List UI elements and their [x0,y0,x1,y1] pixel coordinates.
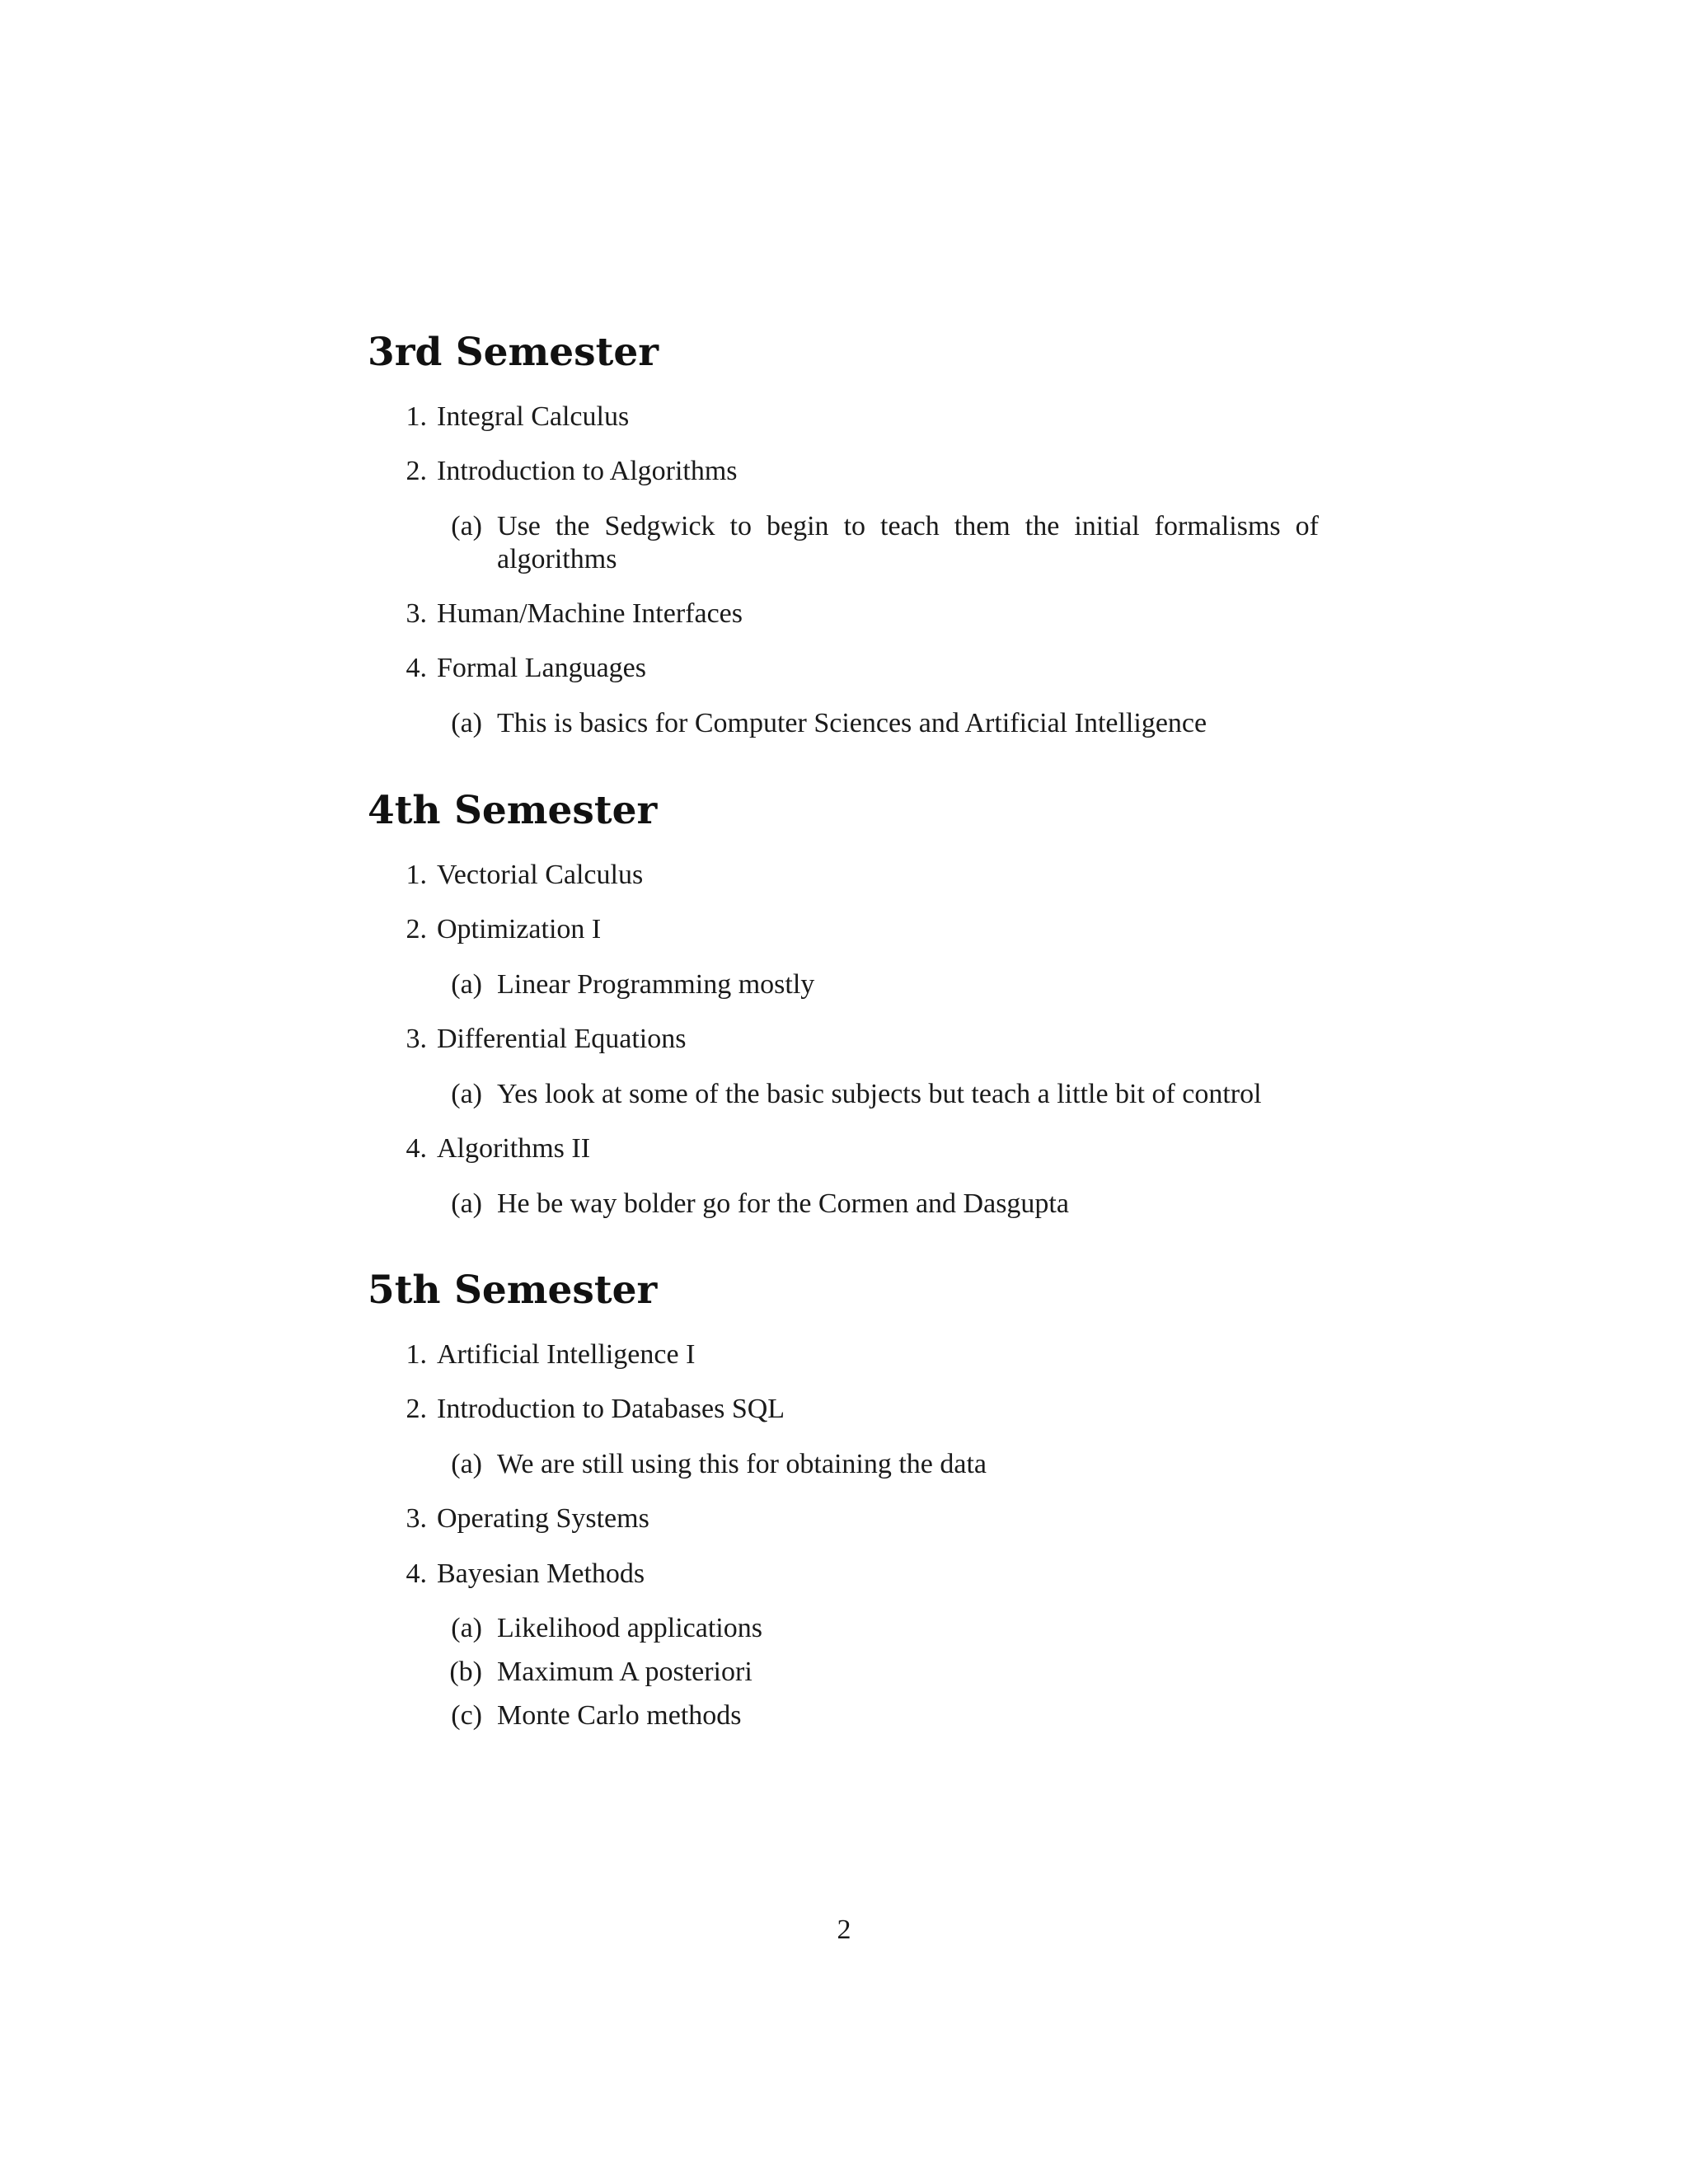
sub-list-item [451,510,1319,576]
list-item-text: Artificial Intelligence I [437,1339,696,1370]
list-item-text: Optimization I [437,914,602,944]
list-item-text: Algorithms II [437,1133,591,1164]
sub-list-label: (a) [451,1613,482,1643]
list-item [406,455,1319,488]
sub-list-item-text: He be way bolder go for the Cormen and Dasgupta [497,1188,1069,1219]
sub-list-item-text: Likelihood applications [497,1613,762,1643]
list-item-text: Formal Languages [437,653,646,683]
sub-list-item [451,707,1319,740]
sub-list-label: (b) [449,1657,482,1687]
sub-list-item-text: This is basics for Computer Sciences and Artificial Intelligence [497,708,1207,738]
sub-list-label: (a) [451,511,482,541]
sub-list-item-text: Monte Carlo methods [497,1700,742,1731]
list-item [406,1502,1319,1535]
sub-list-item [449,1656,1319,1689]
list-item [406,913,1319,946]
list-item-text: Operating Systems [437,1503,649,1534]
sub-list-item [451,1612,1319,1645]
sub-list-label: (a) [451,1188,482,1219]
sub-list-label: (a) [451,969,482,1000]
sub-list-item [451,1448,1319,1481]
sub-list-label: (a) [451,1449,482,1479]
list-item [406,1393,1319,1426]
list-item [406,598,1319,630]
sub-list-item [451,1699,1319,1732]
list-item-text: Introduction to Databases SQL [437,1394,785,1424]
sub-list-label: (a) [451,1079,482,1109]
list-number: 1. [406,401,427,432]
list-item-text: Vectorial Calculus [437,860,644,890]
list-item-text: Introduction to Algorithms [437,456,738,486]
list-number: 2. [406,1394,427,1424]
list-number: 4. [406,653,427,683]
list-number: 3. [406,1503,427,1534]
list-number: 2. [406,456,427,486]
list-item [406,1558,1319,1591]
list-number: 3. [406,1024,427,1054]
section-title-5th-semester: 5th Semester [368,1268,658,1313]
sub-list-item-text: Linear Programming mostly [497,969,815,1000]
list-item-text: Integral Calculus [437,401,630,432]
list-item-text: Human/Machine Interfaces [437,598,743,629]
sub-list-item-text: Yes look at some of the basic subjects but teach a little bit of control [497,1079,1262,1109]
list-number: 1. [406,860,427,890]
list-item-text: Differential Equations [437,1024,687,1054]
page-number: 2 [837,1915,851,1945]
list-item [406,859,1319,892]
list-number: 4. [406,1558,427,1589]
sub-list-item-text: Maximum A posteriori [497,1657,753,1687]
sub-list-label: (a) [451,708,482,738]
list-item [406,401,1319,434]
list-number: 4. [406,1133,427,1164]
list-item [406,1338,1319,1371]
sub-list-item-text: Use the Sedgwick to begin to teach them the initial formalisms of algorithms [497,511,1319,574]
list-item [406,652,1319,685]
list-number: 3. [406,598,427,629]
section-title-4th-semester: 4th Semester [368,788,658,833]
section-title-3rd-semester: 3rd Semester [368,330,659,375]
sub-list-item [451,1078,1319,1111]
list-item [406,1023,1319,1056]
sub-list-item-text: We are still using this for obtaining the data [497,1449,987,1479]
sub-list-label: (c) [451,1700,482,1731]
list-number: 1. [406,1339,427,1370]
list-number: 2. [406,914,427,944]
sub-list-item [451,968,1319,1001]
sub-list-item [451,1188,1319,1221]
list-item [406,1132,1319,1165]
list-item-text: Bayesian Methods [437,1558,645,1589]
